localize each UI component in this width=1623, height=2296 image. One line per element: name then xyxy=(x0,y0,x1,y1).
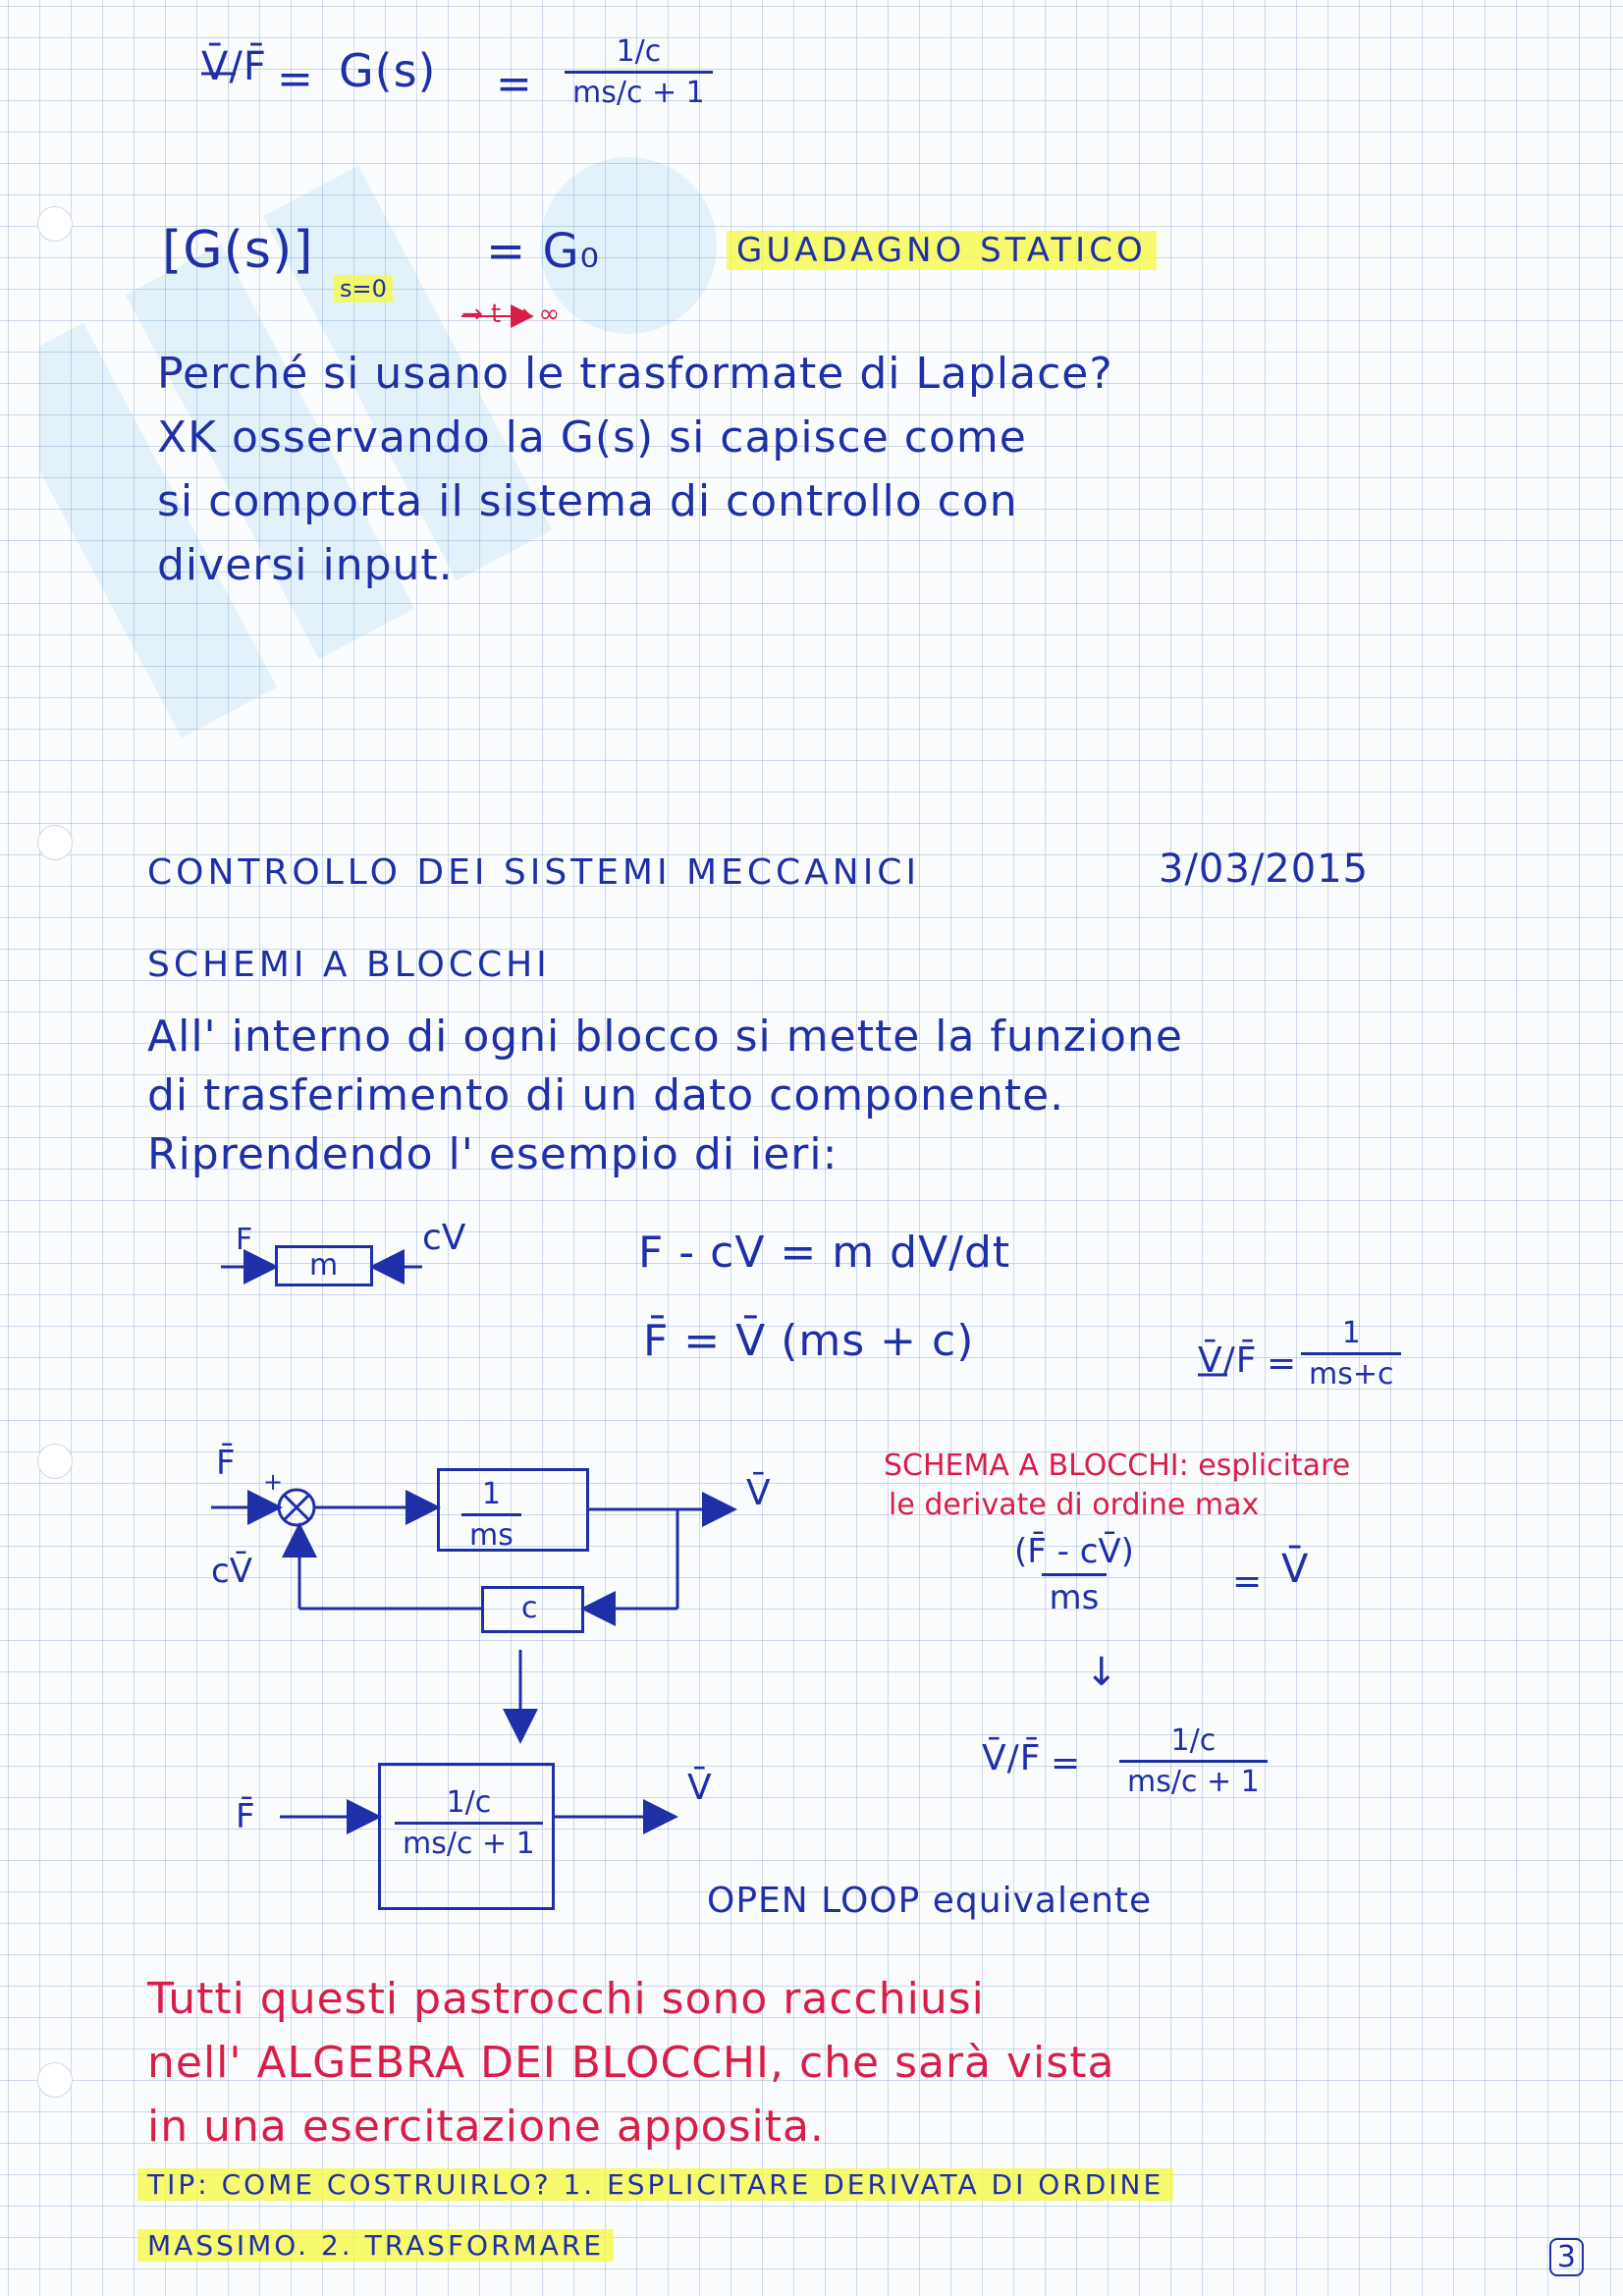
gain-subscript: s=0 xyxy=(334,275,393,302)
equivalent-output-label: V̄ xyxy=(687,1768,712,1808)
closing-line: nell' ALGEBRA DEI BLOCCHI, che sarà vista xyxy=(147,2038,1115,2088)
binder-hole xyxy=(37,825,73,860)
fraction-numerator: (F̄ - cV̄) xyxy=(1014,1532,1134,1571)
static-gain-label: GUADAGNO STATICO xyxy=(727,231,1157,270)
closing-line: Tutti questi pastrocchi sono racchiusi xyxy=(147,1974,985,2024)
binder-hole xyxy=(37,206,73,242)
summing-minus: - xyxy=(287,1537,297,1566)
closing-line: in una esercitazione apposita. xyxy=(147,2102,825,2152)
fraction-denominator: ms xyxy=(1042,1573,1108,1617)
laplace-equation: F̄ = V̄ (ms + c) xyxy=(643,1316,975,1366)
force-label: F xyxy=(236,1223,253,1257)
tip-line: TIP: COME COSTRUIRLO? 1. ESPLICITARE DERIVATA DI ORDINE xyxy=(137,2168,1173,2201)
equivalent-input-label: F̄ xyxy=(236,1797,255,1836)
paragraph-line: XK osservando la G(s) si capisce come xyxy=(157,412,1027,463)
fraction-numerator: 1/c xyxy=(616,34,662,69)
section-date: 3/03/2015 xyxy=(1159,847,1370,892)
page-number: 3 xyxy=(1549,2238,1584,2276)
equivalent-caption: OPEN LOOP equivalente xyxy=(707,1881,1153,1921)
equals-sign: = xyxy=(277,54,314,104)
transfer-function-label: G(s) xyxy=(339,44,437,97)
gain-bracket: [G(s)] xyxy=(162,221,314,280)
paragraph-line: Perché si usano le trasformate di Laplace? xyxy=(157,349,1113,399)
feedback-block xyxy=(481,1586,584,1633)
fraction-numerator: 1 xyxy=(1341,1316,1361,1350)
equivalent-block xyxy=(378,1763,555,1910)
ratio-lhs: V̄/F̄ xyxy=(1198,1340,1258,1381)
final-ratio-lhs: V̄/F̄ xyxy=(982,1738,1042,1778)
mass-block xyxy=(275,1245,373,1286)
mass-label: m xyxy=(309,1248,339,1283)
tip-line: MASSIMO. 2. TRASFORMARE xyxy=(137,2229,614,2262)
fraction-denominator: ms+c xyxy=(1301,1352,1401,1392)
transfer-function-fraction xyxy=(565,34,713,110)
fraction-denominator: ms/c + 1 xyxy=(565,71,713,110)
final-fraction xyxy=(1119,1723,1268,1799)
derivation-fraction xyxy=(1006,1532,1142,1617)
binder-hole xyxy=(37,1444,73,1479)
red-note-line: SCHEMA A BLOCCHI: esplicitare xyxy=(884,1449,1351,1483)
paragraph-line: diversi input. xyxy=(157,540,454,590)
paragraph-line: All' interno di ogni blocco si mette la funzione xyxy=(147,1011,1183,1062)
down-arrow-icon: ↓ xyxy=(1085,1650,1118,1695)
static-gain-g0: = G₀ xyxy=(486,224,600,279)
vf-ratio-symbol: V̄/F̄ xyxy=(201,44,267,89)
fraction-numerator: 1/c xyxy=(1170,1723,1217,1758)
fraction-numerator: 1/c xyxy=(446,1785,492,1820)
time-limit-note: → t → ∞ xyxy=(461,300,561,329)
forward-block xyxy=(437,1468,589,1552)
feedback-signal-label: cV̄ xyxy=(211,1552,252,1591)
fraction-denominator: ms xyxy=(461,1513,521,1553)
equals-sign: = xyxy=(1051,1743,1082,1783)
ratio-fraction xyxy=(1301,1316,1401,1392)
section-title: CONTROLLO DEI SISTEMI MECCANICI xyxy=(147,852,921,893)
fraction-numerator: 1 xyxy=(481,1477,501,1511)
equivalent-transfer-function xyxy=(395,1785,543,1861)
input-signal-label: F̄ xyxy=(216,1444,236,1483)
forward-transfer-function xyxy=(461,1477,521,1553)
binder-hole xyxy=(37,2062,73,2098)
red-note-line: le derivate di ordine max xyxy=(889,1488,1260,1522)
damping-label: cV xyxy=(422,1218,466,1258)
section-subtitle: SCHEMI A BLOCCHI xyxy=(147,945,551,985)
summing-plus: + xyxy=(263,1468,284,1496)
paragraph-line: si comporta il sistema di controllo con xyxy=(157,476,1018,526)
motion-equation: F - cV = m dV/dt xyxy=(638,1228,1011,1278)
paragraph-line: Riprendendo l' esempio di ieri: xyxy=(147,1129,839,1179)
equals-sign: = xyxy=(1267,1343,1298,1384)
equals-sign: = xyxy=(1232,1561,1264,1602)
equals-sign: = xyxy=(496,59,533,109)
feedback-gain-label: c xyxy=(521,1591,538,1625)
derivation-result: V̄ xyxy=(1281,1547,1310,1592)
paragraph-line: di trasferimento di un dato componente. xyxy=(147,1070,1065,1121)
output-signal-label: V̄ xyxy=(746,1473,771,1513)
fraction-denominator: ms/c + 1 xyxy=(395,1822,543,1861)
fraction-denominator: ms/c + 1 xyxy=(1119,1760,1268,1799)
